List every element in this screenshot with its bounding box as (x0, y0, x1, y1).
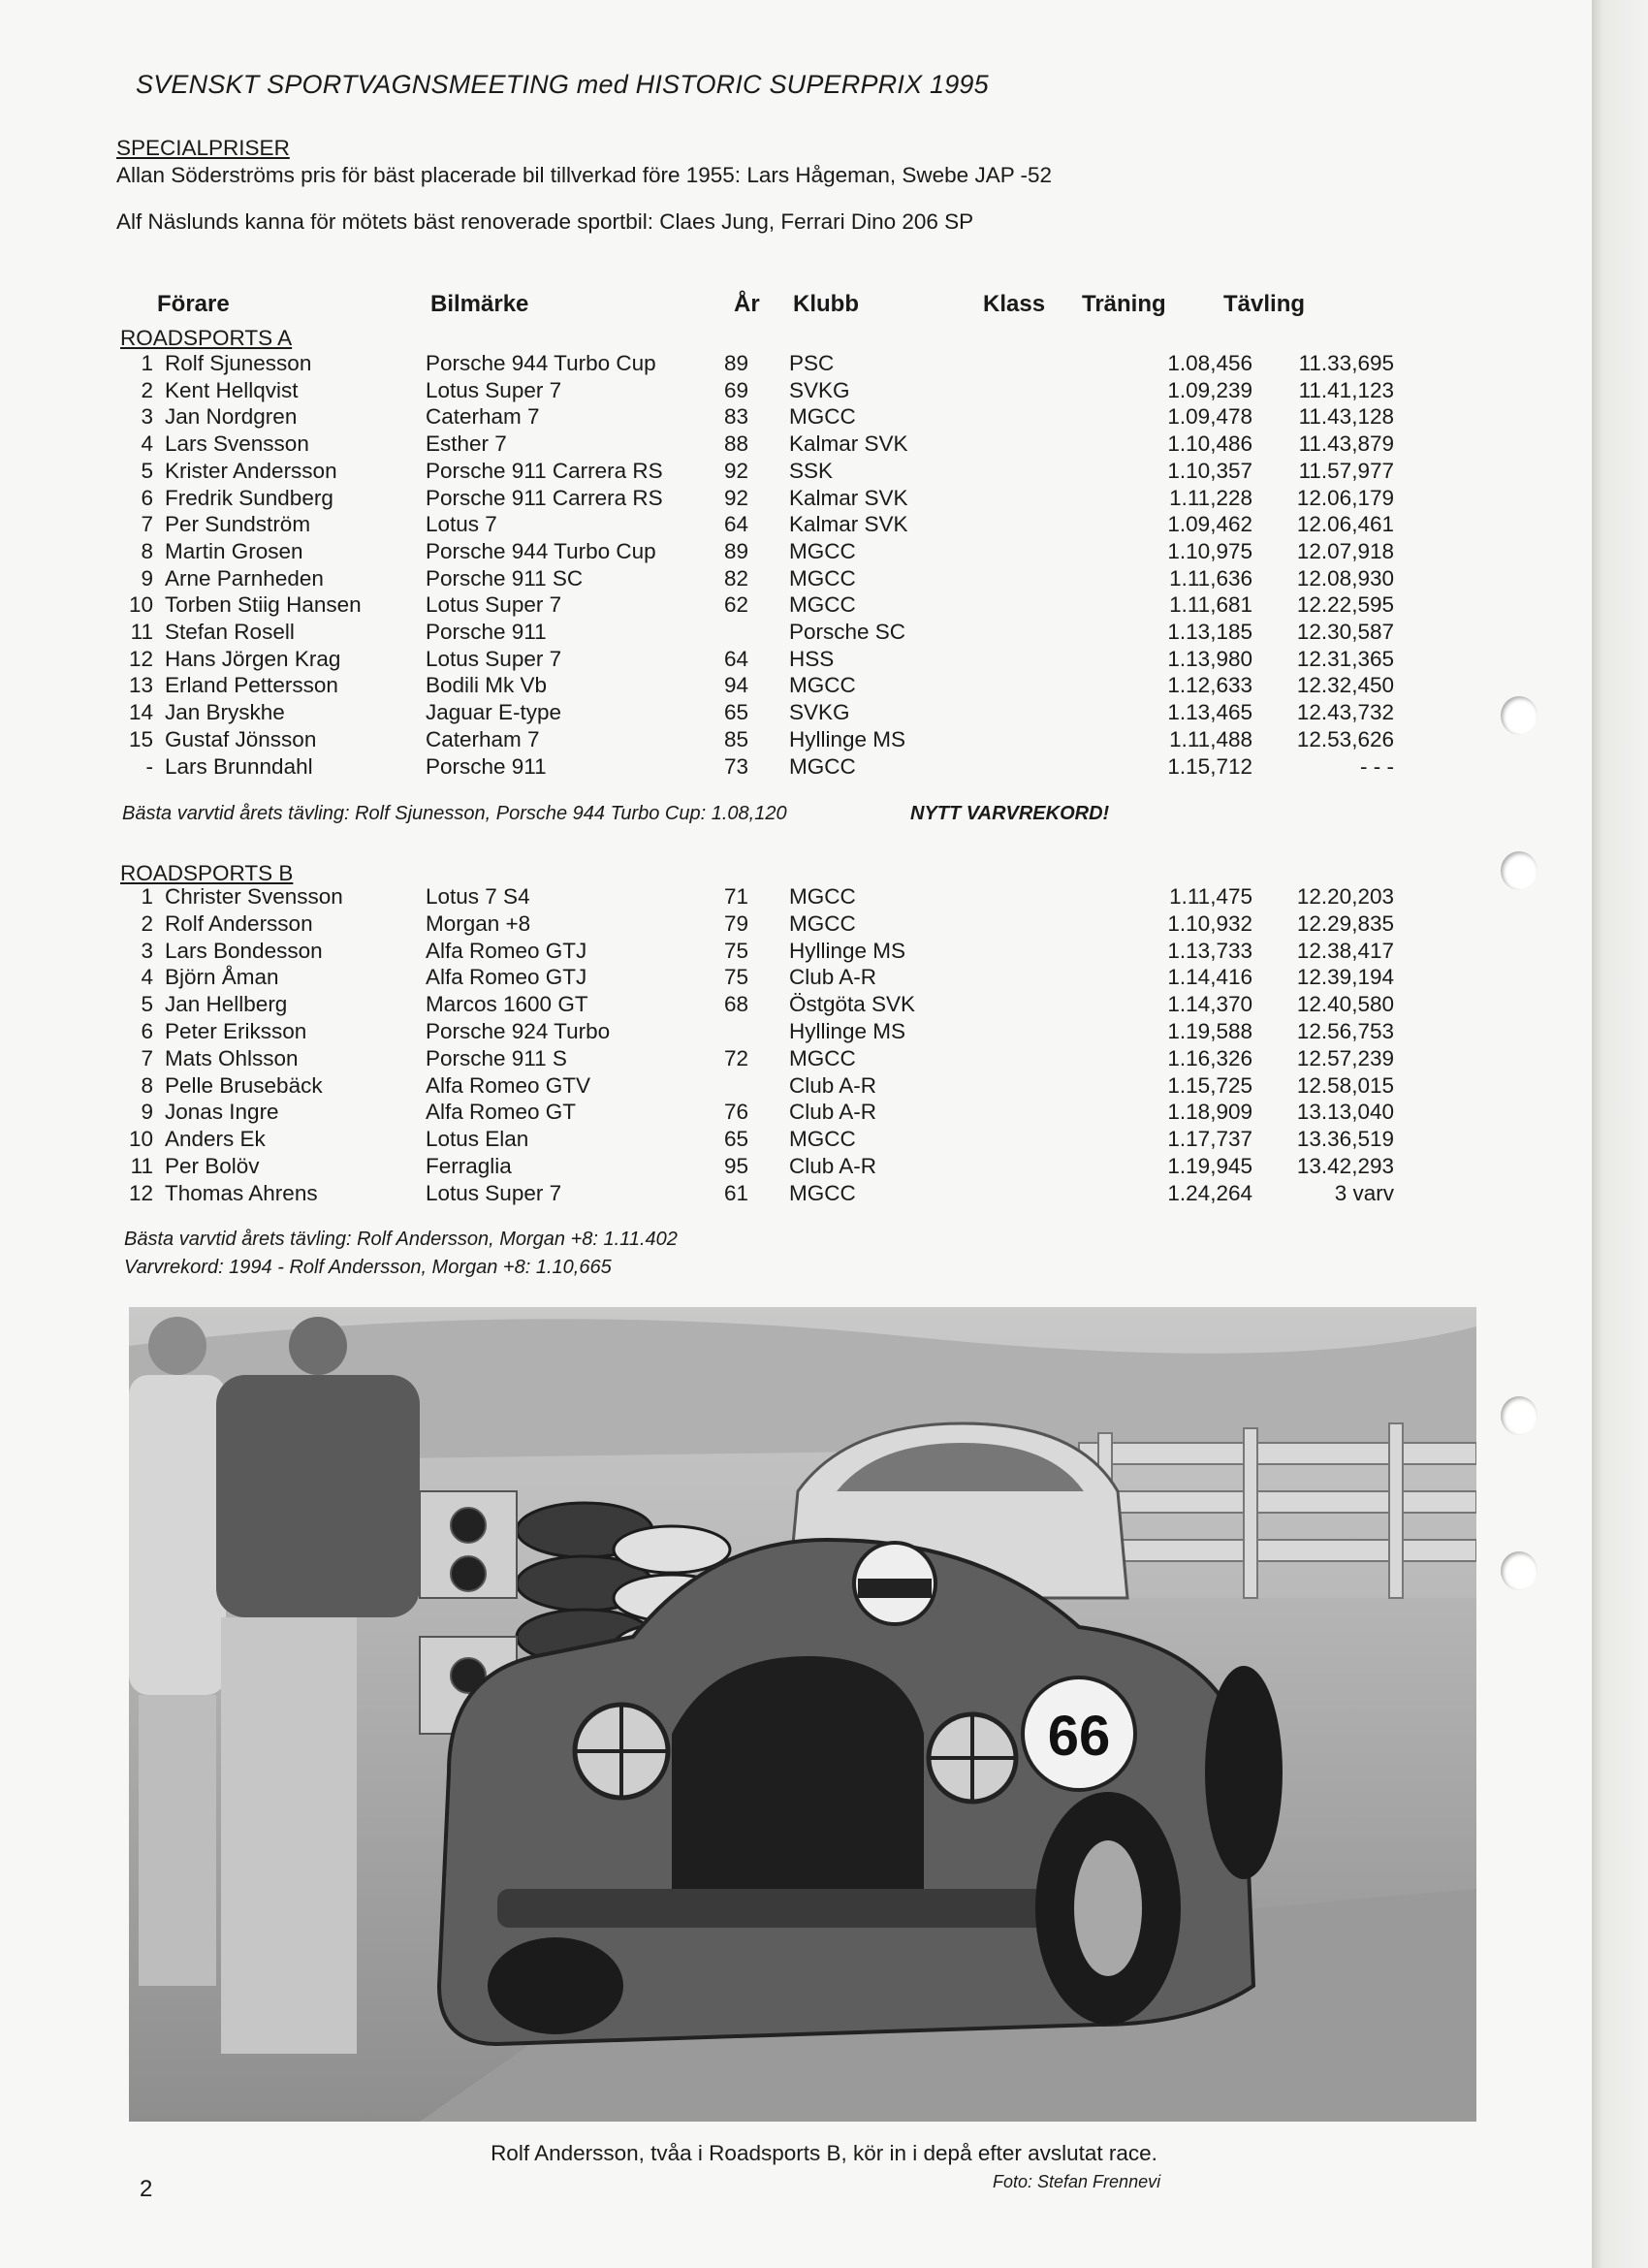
table-row (116, 459, 1406, 486)
car-make: Lotus 7 (426, 512, 497, 537)
position: 11 (130, 620, 153, 644)
car-make: Lotus Super 7 (426, 377, 562, 402)
table-row (116, 939, 1406, 966)
table-row (116, 1154, 1406, 1181)
race-time: 12.43,732 (1296, 700, 1394, 725)
race-time: 12.56,753 (1296, 1019, 1394, 1043)
car-year: 94 (724, 673, 749, 698)
club-name: Kalmar SVK (789, 485, 908, 510)
car-make: Caterham 7 (426, 404, 540, 430)
table-row (116, 486, 1406, 513)
car-year: 95 (724, 1154, 749, 1178)
table-row (116, 1073, 1406, 1101)
club-name: Kalmar SVK (789, 431, 908, 457)
club-name: SVKG (789, 700, 850, 725)
car-make: Porsche 911 SC (426, 565, 584, 591)
binder-hole (1501, 1551, 1537, 1590)
race-time: 11.43,879 (1298, 431, 1394, 457)
race-time: 12.29,835 (1296, 910, 1394, 936)
section-heading-b: ROADSPORTS B (120, 861, 294, 885)
car-year: 71 (724, 884, 749, 909)
club-name: Hyllinge MS (789, 1019, 906, 1043)
table-row (116, 539, 1406, 566)
driver-name: Kent Hellqvist (165, 377, 299, 402)
position: 11 (130, 1154, 153, 1178)
car-make: Porsche 911 (426, 753, 547, 779)
car-year: 85 (724, 726, 749, 751)
car-year: 62 (724, 592, 749, 618)
club-name: Club A-R (789, 1100, 877, 1125)
car-year: 92 (724, 458, 749, 483)
training-time: 1.09,478 (1167, 404, 1252, 430)
training-time: 1.13,465 (1167, 700, 1252, 725)
car-make: Porsche 944 Turbo Cup (426, 538, 656, 563)
car-make: Jaguar E-type (426, 700, 562, 725)
driver-name: Torben Stiig Hansen (165, 592, 362, 618)
col-club: Klubb (793, 291, 859, 317)
race-time: 12.20,203 (1296, 884, 1394, 909)
race-time: 11.33,695 (1298, 351, 1394, 375)
club-name: MGCC (789, 592, 856, 618)
driver-name: Rolf Sjunesson (165, 351, 312, 375)
table-row (116, 1100, 1406, 1127)
position: 8 (141, 538, 153, 563)
race-photo (129, 1307, 1476, 2122)
position: 7 (141, 512, 153, 537)
table-row (116, 351, 1406, 378)
training-time: 1.24,264 (1167, 1180, 1252, 1205)
col-driver: Förare (157, 291, 230, 317)
position: 6 (141, 1019, 153, 1043)
driver-name: Per Bolöv (165, 1154, 260, 1178)
col-class: Klass (983, 291, 1046, 317)
club-name: MGCC (789, 1180, 856, 1205)
race-time: 12.07,918 (1296, 538, 1394, 563)
table-row (116, 647, 1406, 674)
club-name: MGCC (789, 1045, 856, 1070)
position: 6 (141, 485, 153, 510)
club-name: Hyllinge MS (789, 726, 906, 751)
car-make: Lotus Super 7 (426, 592, 562, 618)
position: 15 (128, 726, 153, 751)
club-name: Club A-R (789, 1154, 877, 1178)
page-number: 2 (140, 2176, 153, 2202)
training-time: 1.13,733 (1167, 938, 1252, 963)
table-row (116, 566, 1406, 593)
car-make: Lotus Elan (426, 1127, 529, 1152)
driver-name: Rolf Andersson (165, 910, 313, 936)
position: 5 (141, 992, 153, 1017)
car-make: Alfa Romeo GTV (426, 1072, 591, 1098)
position: 2 (141, 910, 153, 936)
table-row (116, 512, 1406, 539)
photo-illustration (129, 1307, 1476, 2122)
driver-name: Björn Åman (165, 965, 279, 990)
training-time: 1.14,416 (1167, 965, 1252, 990)
car-make: Alfa Romeo GTJ (426, 965, 587, 990)
club-name: Club A-R (789, 1072, 877, 1098)
page-title: SVENSKT SPORTVAGNSMEETING med HISTORIC SUPERPRIX 1995 (136, 70, 989, 99)
table-row (116, 700, 1406, 727)
special-line-2: Alf Näslunds kanna för mötets bäst renoverade sportbil: Claes Jung, Ferrari Dino 206 SP (116, 209, 974, 234)
car-year: 89 (724, 351, 749, 375)
table-row (116, 592, 1406, 620)
race-time: 13.13,040 (1296, 1100, 1394, 1125)
record-line-b: Varvrekord: 1994 - Rolf Andersson, Morgan +8: 1.10,665 (124, 1257, 612, 1278)
car-make: Caterham 7 (426, 726, 540, 751)
car-make: Porsche 911 Carrera RS (426, 485, 663, 510)
position: 8 (141, 1072, 153, 1098)
position: 9 (141, 565, 153, 591)
car-make: Porsche 911 Carrera RS (426, 458, 663, 483)
race-time: 13.36,519 (1296, 1127, 1394, 1152)
section-heading-a: ROADSPORTS A (120, 326, 293, 350)
race-time: 12.58,015 (1296, 1072, 1394, 1098)
position: 12 (128, 646, 153, 671)
car-make: Bodili Mk Vb (426, 673, 548, 698)
position: 10 (128, 1127, 153, 1152)
position: 3 (141, 938, 153, 963)
car-year: 75 (724, 965, 749, 990)
table-row (116, 378, 1406, 405)
training-time: 1.13,185 (1167, 620, 1252, 644)
position: 9 (141, 1100, 153, 1125)
position: 7 (141, 1045, 153, 1070)
record-badge: NYTT VARVREKORD! (910, 803, 1110, 824)
position: 13 (128, 673, 153, 698)
race-time: - - - (1360, 753, 1394, 779)
car-year: 68 (724, 992, 749, 1017)
table-row (116, 727, 1406, 754)
driver-name: Jan Bryskhe (165, 700, 285, 725)
table-row (116, 431, 1406, 459)
car-year: 88 (724, 431, 749, 457)
club-name: MGCC (789, 673, 856, 698)
training-time: 1.16,326 (1167, 1045, 1252, 1070)
car-make: Marcos 1600 GT (426, 992, 588, 1017)
club-name: MGCC (789, 565, 856, 591)
special-line-1: Allan Söderströms pris för bäst placerade bil tillverkad före 1955: Lars Hågeman, Swebe JAP -52 (116, 163, 1053, 187)
car-make: Esther 7 (426, 431, 507, 457)
race-time: 12.57,239 (1296, 1045, 1394, 1070)
club-name: Östgöta SVK (789, 992, 916, 1017)
club-name: HSS (789, 646, 835, 671)
driver-name: Krister Andersson (165, 458, 337, 483)
table-row (116, 754, 1406, 782)
training-time: 1.17,737 (1167, 1127, 1252, 1152)
training-time: 1.10,975 (1167, 538, 1252, 563)
training-time: 1.11,681 (1169, 592, 1252, 618)
training-time: 1.15,725 (1167, 1072, 1252, 1098)
position: 1 (141, 884, 153, 909)
position: 14 (128, 700, 153, 725)
training-time: 1.10,932 (1167, 910, 1252, 936)
position: 2 (141, 377, 153, 402)
position: 4 (141, 431, 153, 457)
driver-name: Thomas Ahrens (165, 1180, 318, 1205)
binder-hole (1501, 851, 1537, 890)
driver-name: Lars Svensson (165, 431, 309, 457)
driver-name: Gustaf Jönsson (165, 726, 317, 751)
car-year: 92 (724, 485, 749, 510)
driver-name: Mats Ohlsson (165, 1045, 299, 1070)
club-name: PSC (789, 351, 835, 375)
club-name: MGCC (789, 910, 856, 936)
car-make: Porsche 944 Turbo Cup (426, 351, 656, 375)
car-make: Alfa Romeo GTJ (426, 938, 587, 963)
car-year: 65 (724, 1127, 749, 1152)
col-training: Träning (1082, 291, 1166, 317)
table-row (116, 404, 1406, 431)
car-make: Alfa Romeo GT (426, 1100, 577, 1125)
table-row (116, 620, 1406, 647)
car-year: 64 (724, 646, 749, 671)
race-time: 11.41,123 (1298, 377, 1394, 402)
race-time: 11.57,977 (1298, 458, 1394, 483)
car-year: 82 (724, 565, 749, 591)
position: 4 (141, 965, 153, 990)
driver-name: Jonas Ingre (165, 1100, 279, 1125)
car-year: 75 (724, 938, 749, 963)
car-make: Porsche 911 S (426, 1045, 567, 1070)
club-name: Hyllinge MS (789, 938, 906, 963)
col-car: Bilmärke (430, 291, 529, 317)
best-lap-a: Bästa varvtid årets tävling: Rolf Sjunesson, Porsche 944 Turbo Cup: 1.08,120 (122, 803, 787, 824)
car-year: 89 (724, 538, 749, 563)
position: 3 (141, 404, 153, 430)
table-row (116, 911, 1406, 939)
col-race: Tävling (1223, 291, 1306, 317)
car-make: Lotus 7 S4 (426, 884, 530, 909)
car-make: Lotus Super 7 (426, 1180, 562, 1205)
race-time: 12.06,461 (1296, 512, 1394, 537)
training-time: 1.11,475 (1169, 884, 1252, 909)
table-row (116, 1181, 1406, 1208)
club-name: Club A-R (789, 965, 877, 990)
driver-name: Anders Ek (165, 1127, 266, 1152)
car-year: 64 (724, 512, 749, 537)
position: 10 (128, 592, 153, 618)
driver-name: Per Sundström (165, 512, 311, 537)
training-time: 1.12,633 (1167, 673, 1252, 698)
race-number: 66 (1047, 1705, 1111, 1768)
club-name: MGCC (789, 1127, 856, 1152)
best-lap-b: Bästa varvtid årets tävling: Rolf Andersson, Morgan +8: 1.11.402 (124, 1229, 678, 1250)
club-name: SVKG (789, 377, 850, 402)
driver-name: Jan Nordgren (165, 404, 298, 430)
race-time: 12.06,179 (1296, 485, 1394, 510)
table-row (116, 673, 1406, 700)
car-year: 73 (724, 753, 749, 779)
training-time: 1.09,462 (1167, 512, 1252, 537)
driver-name: Hans Jörgen Krag (165, 646, 341, 671)
club-name: MGCC (789, 884, 856, 909)
car-year: 76 (724, 1100, 749, 1125)
race-time: 12.39,194 (1296, 965, 1394, 990)
car-make: Morgan +8 (426, 910, 531, 936)
driver-name: Lars Brunndahl (165, 753, 313, 779)
photo-caption: Rolf Andersson, tvåa i Roadsports B, kör in i depå efter avslutat race. (491, 2141, 1157, 2165)
photo-credit: Foto: Stefan Frennevi (993, 2172, 1161, 2191)
position: 12 (128, 1180, 153, 1205)
training-time: 1.15,712 (1167, 753, 1252, 779)
training-time: 1.14,370 (1167, 992, 1252, 1017)
race-number-roundel (1023, 1677, 1135, 1790)
driver-name: Martin Grosen (165, 538, 303, 563)
training-time: 1.18,909 (1167, 1100, 1252, 1125)
car-year: 79 (724, 910, 749, 936)
position: 1 (141, 351, 153, 375)
club-name: Porsche SC (789, 620, 906, 644)
race-time: 12.08,930 (1296, 565, 1394, 591)
car-make: Porsche 924 Turbo (426, 1019, 611, 1043)
race-time: 11.43,128 (1298, 404, 1394, 430)
car-make: Ferraglia (426, 1154, 512, 1178)
training-time: 1.11,488 (1169, 726, 1252, 751)
driver-name: Pelle Brusebäck (165, 1072, 323, 1098)
training-time: 1.13,980 (1167, 646, 1252, 671)
driver-name: Peter Eriksson (165, 1019, 307, 1043)
training-time: 1.11,228 (1169, 485, 1252, 510)
car-year: 69 (724, 377, 749, 402)
car-year: 83 (724, 404, 749, 430)
page-edge (1592, 0, 1648, 2268)
car-year: 61 (724, 1180, 749, 1205)
race-time: 12.31,365 (1296, 646, 1394, 671)
driver-name: Arne Parnheden (165, 565, 324, 591)
car-year: 65 (724, 700, 749, 725)
training-time: 1.11,636 (1169, 565, 1252, 591)
race-time: 12.53,626 (1296, 726, 1394, 751)
race-time: 12.32,450 (1296, 673, 1394, 698)
car-make: Lotus Super 7 (426, 646, 562, 671)
driver-name: Stefan Rosell (165, 620, 295, 644)
race-time: 12.40,580 (1296, 992, 1394, 1017)
race-time: 12.30,587 (1296, 620, 1394, 644)
race-time: 13.42,293 (1296, 1154, 1394, 1178)
club-name: MGCC (789, 404, 856, 430)
club-name: Kalmar SVK (789, 512, 908, 537)
club-name: SSK (789, 458, 834, 483)
binder-hole (1501, 1396, 1537, 1435)
driver-name: Jan Hellberg (165, 992, 288, 1017)
race-time: 12.22,595 (1296, 592, 1394, 618)
training-time: 1.10,486 (1167, 431, 1252, 457)
training-time: 1.08,456 (1167, 351, 1252, 375)
club-name: MGCC (789, 753, 856, 779)
race-time: 12.38,417 (1296, 938, 1394, 963)
driver-name: Lars Bondesson (165, 938, 323, 963)
table-row (116, 1046, 1406, 1073)
race-time: 3 varv (1334, 1180, 1394, 1205)
binder-hole (1501, 696, 1537, 735)
special-heading: SPECIALPRISER (116, 136, 290, 160)
table-row (116, 1019, 1406, 1046)
training-time: 1.19,945 (1167, 1154, 1252, 1178)
col-year: År (734, 291, 760, 317)
table-row (116, 992, 1406, 1019)
training-time: 1.19,588 (1167, 1019, 1252, 1043)
driver-name: Erland Pettersson (165, 673, 338, 698)
training-time: 1.09,239 (1167, 377, 1252, 402)
driver-name: Fredrik Sundberg (165, 485, 333, 510)
car-year: 72 (724, 1045, 749, 1070)
position: 5 (141, 458, 153, 483)
table-row (116, 965, 1406, 992)
table-row (116, 1127, 1406, 1154)
club-name: MGCC (789, 538, 856, 563)
car-make: Porsche 911 (426, 620, 547, 644)
table-row (116, 884, 1406, 911)
training-time: 1.10,357 (1167, 458, 1252, 483)
position: - (145, 753, 153, 779)
driver-name: Christer Svensson (165, 884, 343, 909)
